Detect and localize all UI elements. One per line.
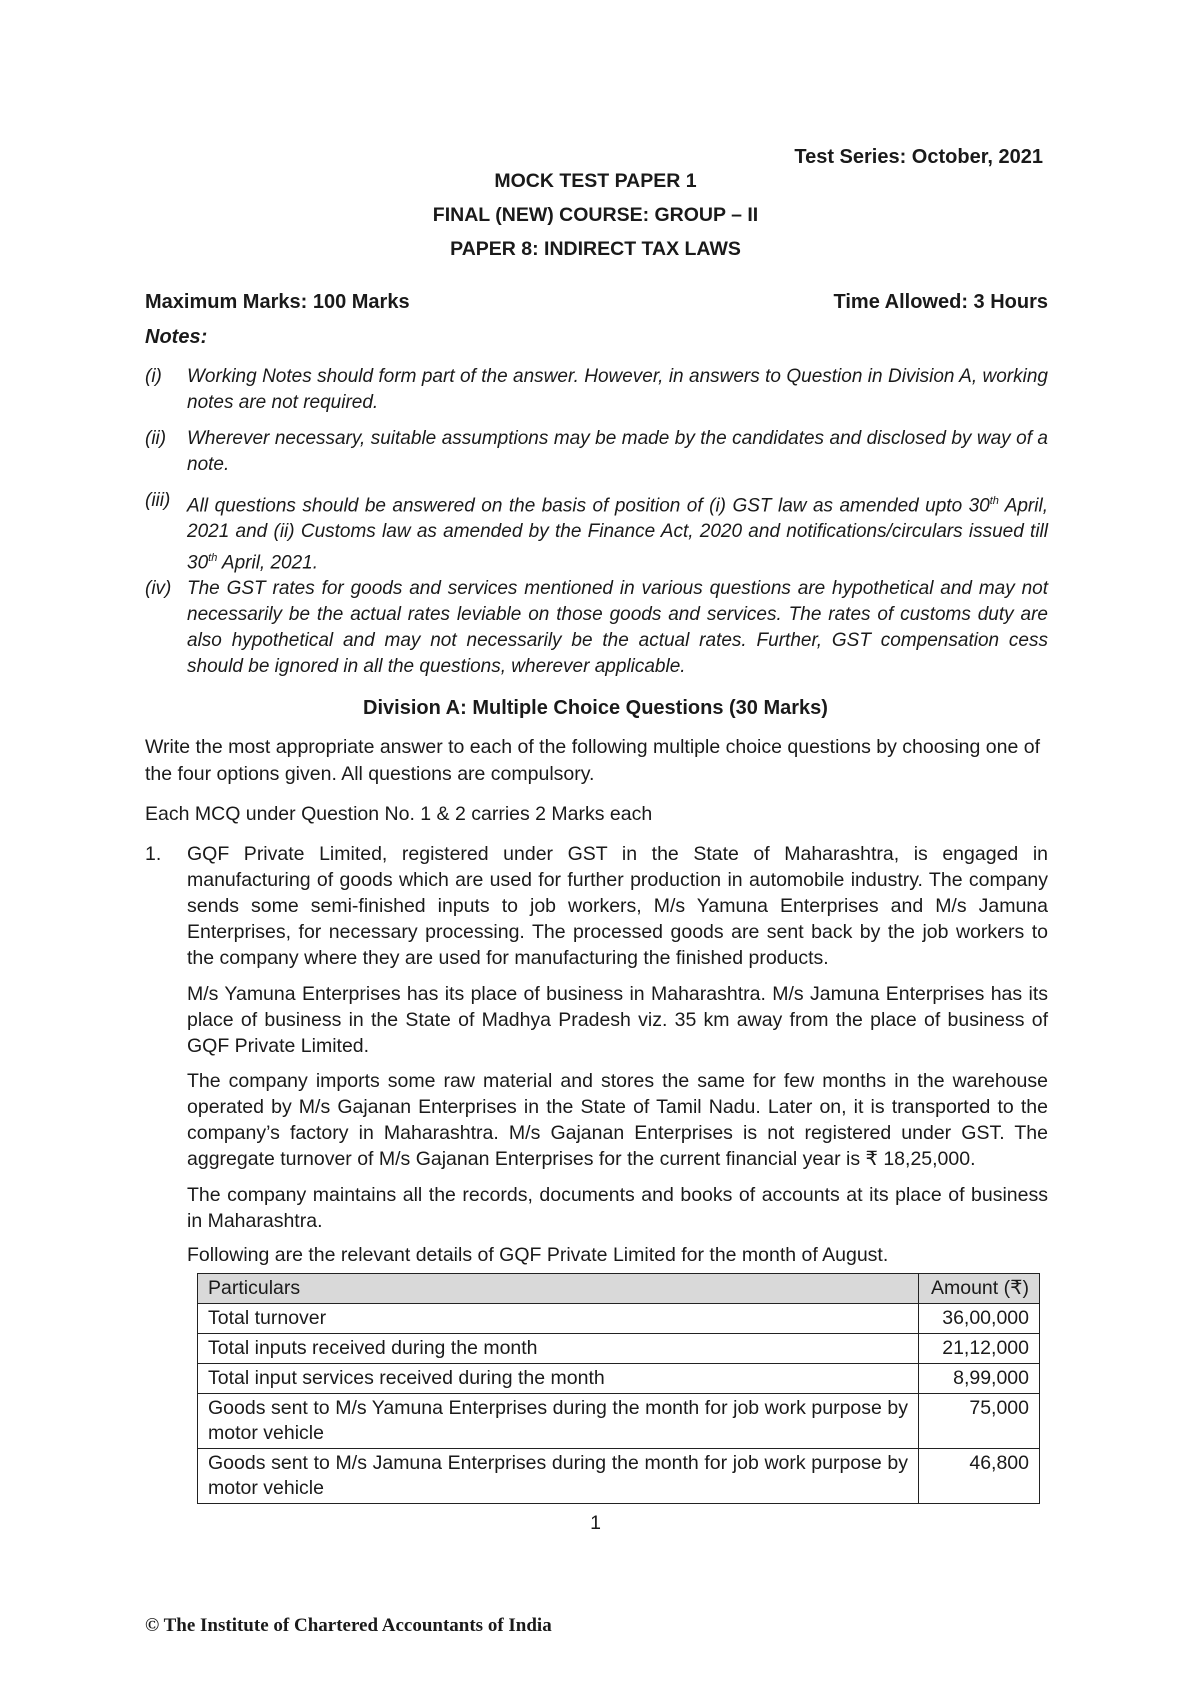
test-series-label: Test Series: October, 2021 xyxy=(794,146,1043,168)
maximum-marks: Maximum Marks: 100 Marks xyxy=(145,291,410,313)
question-paragraph: The company maintains all the records, documents and books of accounts at its place of business in Maharashtra. xyxy=(187,1184,1048,1232)
table-header-row xyxy=(198,1274,1040,1304)
division-a-instruction: Write the most appropriate answer to each of the following multiple choice questions by choosing one of the four options given. All questions are compulsory. xyxy=(145,736,1040,785)
table-cell-particular: Total inputs received during the month xyxy=(198,1334,919,1364)
note-item xyxy=(145,576,1048,680)
note-number: (iv) xyxy=(145,578,172,599)
table-row xyxy=(198,1334,1040,1364)
question-paragraph: GQF Private Limited, registered under GST in the State of Maharashtra, is engaged in manufacturing of goods which are used for further production in automobile industry. The company sends some semi-finished inputs to job workers, M/s Yamuna Enterprises and M/s Jamuna Enterprises, for necessary processing. The processed goods are sent back by the job workers to the company where they are used for manufacturing the finished products. xyxy=(187,843,1048,969)
time-allowed: Time Allowed: 3 Hours xyxy=(833,291,1048,313)
table-cell-particular: Total turnover xyxy=(198,1304,919,1334)
footer-copyright: © The Institute of Chartered Accountants of India xyxy=(145,1615,552,1636)
table-row xyxy=(198,1364,1040,1394)
question-number: 1. xyxy=(145,843,162,865)
question-paragraph: The company imports some raw material and stores the same for few months in the warehouse operated by M/s Gajanan Enterprises in the State of Tamil Nadu. Later on, it is transported to the company’s factory in Maharashtra. M/s Gajanan Enterprises is not registered under GST. The aggregate turnover of M/s Gajanan Enterprises for the current financial year is ₹ 18,25,000. xyxy=(187,1070,1048,1170)
table-row xyxy=(198,1449,1040,1504)
marks-time-row xyxy=(145,291,1048,314)
note-item xyxy=(145,426,1048,478)
table-cell-amount: 46,800 xyxy=(919,1449,1040,1504)
note-text: The GST rates for goods and services mentioned in various questions are hypothetical and may not necessarily be the actual rates leviable on those goods and services. The rates of customs duty are also hypothetical and may not necessarily be the actual rates. Further, GST compensation cess should be ignored in all the questions, wherever applicable. xyxy=(187,578,1048,677)
note-number: (i) xyxy=(145,366,162,387)
notes-title: Notes: xyxy=(145,326,208,348)
question-paragraph: M/s Yamuna Enterprises has its place of business in Maharashtra. M/s Jamuna Enterprises has its place of business in the State of Madhya Pradesh viz. 35 km away from the place of business of GQF Private Limited. xyxy=(187,983,1048,1057)
course-title: FINAL (NEW) COURSE: GROUP – II xyxy=(432,204,759,226)
table-header-amount: Amount (₹) xyxy=(919,1274,1040,1304)
note-item xyxy=(145,488,1048,577)
division-a-heading: Division A: Multiple Choice Questions (30 Marks) xyxy=(363,697,828,719)
paper-title: MOCK TEST PAPER 1 xyxy=(494,170,697,192)
table-cell-amount: 36,00,000 xyxy=(919,1304,1040,1334)
table-header-particulars: Particulars xyxy=(198,1274,919,1304)
question-paragraph: Following are the relevant details of GQF Private Limited for the month of August. xyxy=(187,1244,889,1266)
note-text: All questions should be answered on the basis of position of (i) GST law as amended upto 30th April, 2021 and (ii) Customs law as amended by the Finance Act, 2020 and notifications/circulars issued till 30th April, 2021. xyxy=(187,495,1048,574)
table-cell-particular: Goods sent to M/s Jamuna Enterprises during the month for job work purpose by motor vehicle xyxy=(198,1449,919,1504)
note-text: Working Notes should form part of the answer. However, in answers to Question in Division A, working notes are not required. xyxy=(187,366,1048,413)
note-number: (ii) xyxy=(145,428,167,449)
paper-subject: PAPER 8: INDIRECT TAX LAWS xyxy=(450,238,741,260)
table-row xyxy=(198,1394,1040,1449)
question-1 xyxy=(145,841,1048,971)
table-cell-amount: 75,000 xyxy=(919,1394,1040,1449)
page-number: 1 xyxy=(590,1512,601,1534)
table-cell-amount: 8,99,000 xyxy=(919,1364,1040,1394)
note-text: Wherever necessary, suitable assumptions may be made by the candidates and disclosed by way of a note. xyxy=(187,428,1048,475)
mcq-marks-note: Each MCQ under Question No. 1 & 2 carries 2 Marks each xyxy=(145,803,653,825)
table-cell-particular: Goods sent to M/s Yamuna Enterprises during the month for job work purpose by motor vehicle xyxy=(198,1394,919,1449)
august-details-table xyxy=(197,1273,1040,1504)
table-cell-particular: Total input services received during the month xyxy=(198,1364,919,1394)
table-row xyxy=(198,1304,1040,1334)
table-cell-amount: 21,12,000 xyxy=(919,1334,1040,1364)
note-number: (iii) xyxy=(145,490,171,511)
note-item xyxy=(145,364,1048,416)
